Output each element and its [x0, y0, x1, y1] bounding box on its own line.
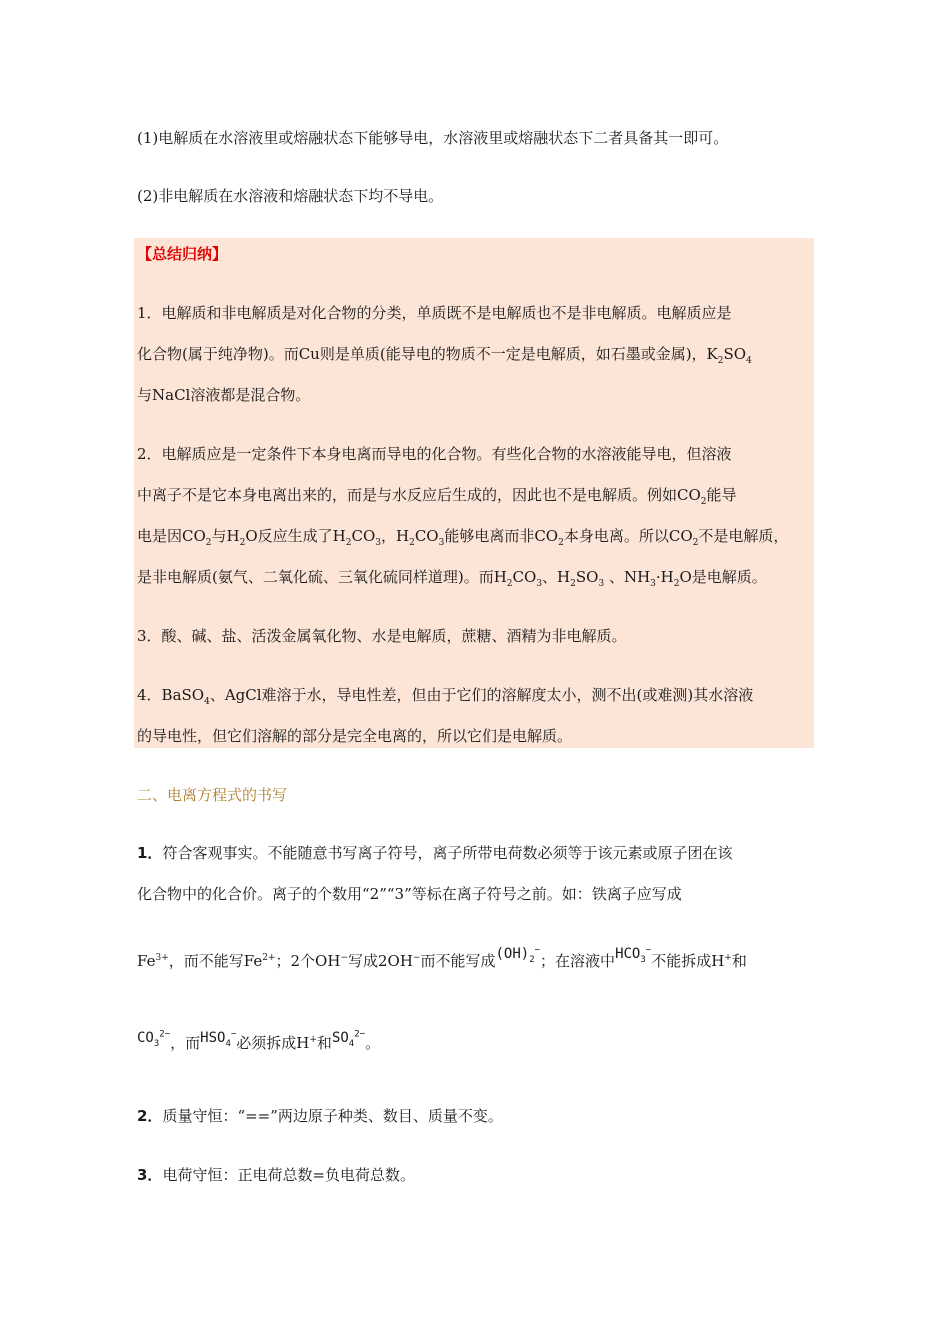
rule-3: 3．电荷守恒：正电荷总数=负电荷总数。: [137, 1166, 416, 1184]
summary-item-2-line-2: 中离子不是它本身电离出来的，而是与水反应后生成的，因此也不是电解质。例如$CO_2$能导: [137, 486, 737, 507]
summary-item-1-line-2: 化合物(属于纯净物)。而Cu则是单质(能导电的物质不一定是电解质，如石墨或金属)，$K_2SO_4$: [137, 345, 752, 366]
summary-item-1-line-1: 1．电解质和非电解质是对化合物的分类，单质既不是电解质也不是非电解质。电解质应是: [137, 304, 732, 322]
rule-1-line-2: 化合物中的化合价。离子的个数用“2”“3”等标在离子符号之前。如：铁离子应写成: [137, 885, 682, 903]
formula-oh2-minus: $(OH)_2^-$: [495, 945, 541, 965]
formula-hso4-minus: $HSO_4^-$: [200, 1029, 237, 1049]
rule-1-line-3: $Fe^{3+}$，而不能写$Fe^{2+}$；2个OH−写成2OH−而不能写成$(OH)_2^-$；在溶液中$HCO_3^-$不能拆成H+和: [137, 945, 747, 970]
summary-item-2-line-4: 是非电解质(氨气、二氧化硫、三氧化硫同样道理)。而$H_2CO_3$、$H_2SO_3$ 、$NH_3\cdot H_2O$是电解质。: [137, 568, 767, 589]
formula-co3-2minus: $CO_3^{2-}$: [137, 1029, 171, 1049]
summary-item-1-line-3: 与NaCl溶液都是混合物。: [137, 386, 311, 404]
summary-item-3: 3．酸、碱、盐、活泼金属氧化物、水是电解质，蔗糖、酒精为非电解质。: [137, 627, 627, 645]
rule-2: 2．质量守恒：“==”两边原子种类、数目、质量不变。: [137, 1107, 503, 1125]
rule-1-line-4: $CO_3^{2-}$，而$HSO_4^-$必须拆成H+和$SO_4^{2-}$。: [137, 1029, 381, 1052]
formula-so4-2minus: $SO_4^{2-}$: [331, 1029, 366, 1049]
paragraph-electrolyte-1: (1)电解质在水溶液里或熔融状态下能够导电，水溶液里或熔融状态下二者具备其一即可。: [137, 129, 729, 147]
summary-item-2-line-3: 电是因$CO_2$与$H_2O$反应生成了$H_2CO_3$，$H_2CO_3$能够电离而非$CO_2$本身电离。所以$CO_2$不是电解质，: [137, 527, 789, 548]
summary-title: 【总结归纳】: [137, 245, 228, 263]
paragraph-nonelectrolyte-2: (2)非电解质在水溶液和熔融状态下均不导电。: [137, 187, 444, 205]
summary-item-4-line-1: 4．BaSO$_4$、AgCl难溶于水，导电性差，但由于它们的溶解度太小，测不出(或难测)其水溶液: [137, 686, 754, 707]
section-title-ionization-equation: 二、电离方程式的书写: [137, 786, 288, 804]
summary-item-4-line-2: 的导电性，但它们溶解的部分是完全电离的，所以它们是电解质。: [137, 727, 573, 745]
rule-1-line-1: 1．符合客观事实。不能随意书写离子符号，离子所带电荷数必须等于该元素或原子团在该: [137, 844, 733, 862]
formula-hco3-minus: $HCO_3^-$: [615, 945, 652, 965]
summary-item-2-line-1: 2．电解质应是一定条件下本身电离而导电的化合物。有些化合物的水溶液能导电，但溶液: [137, 445, 732, 463]
